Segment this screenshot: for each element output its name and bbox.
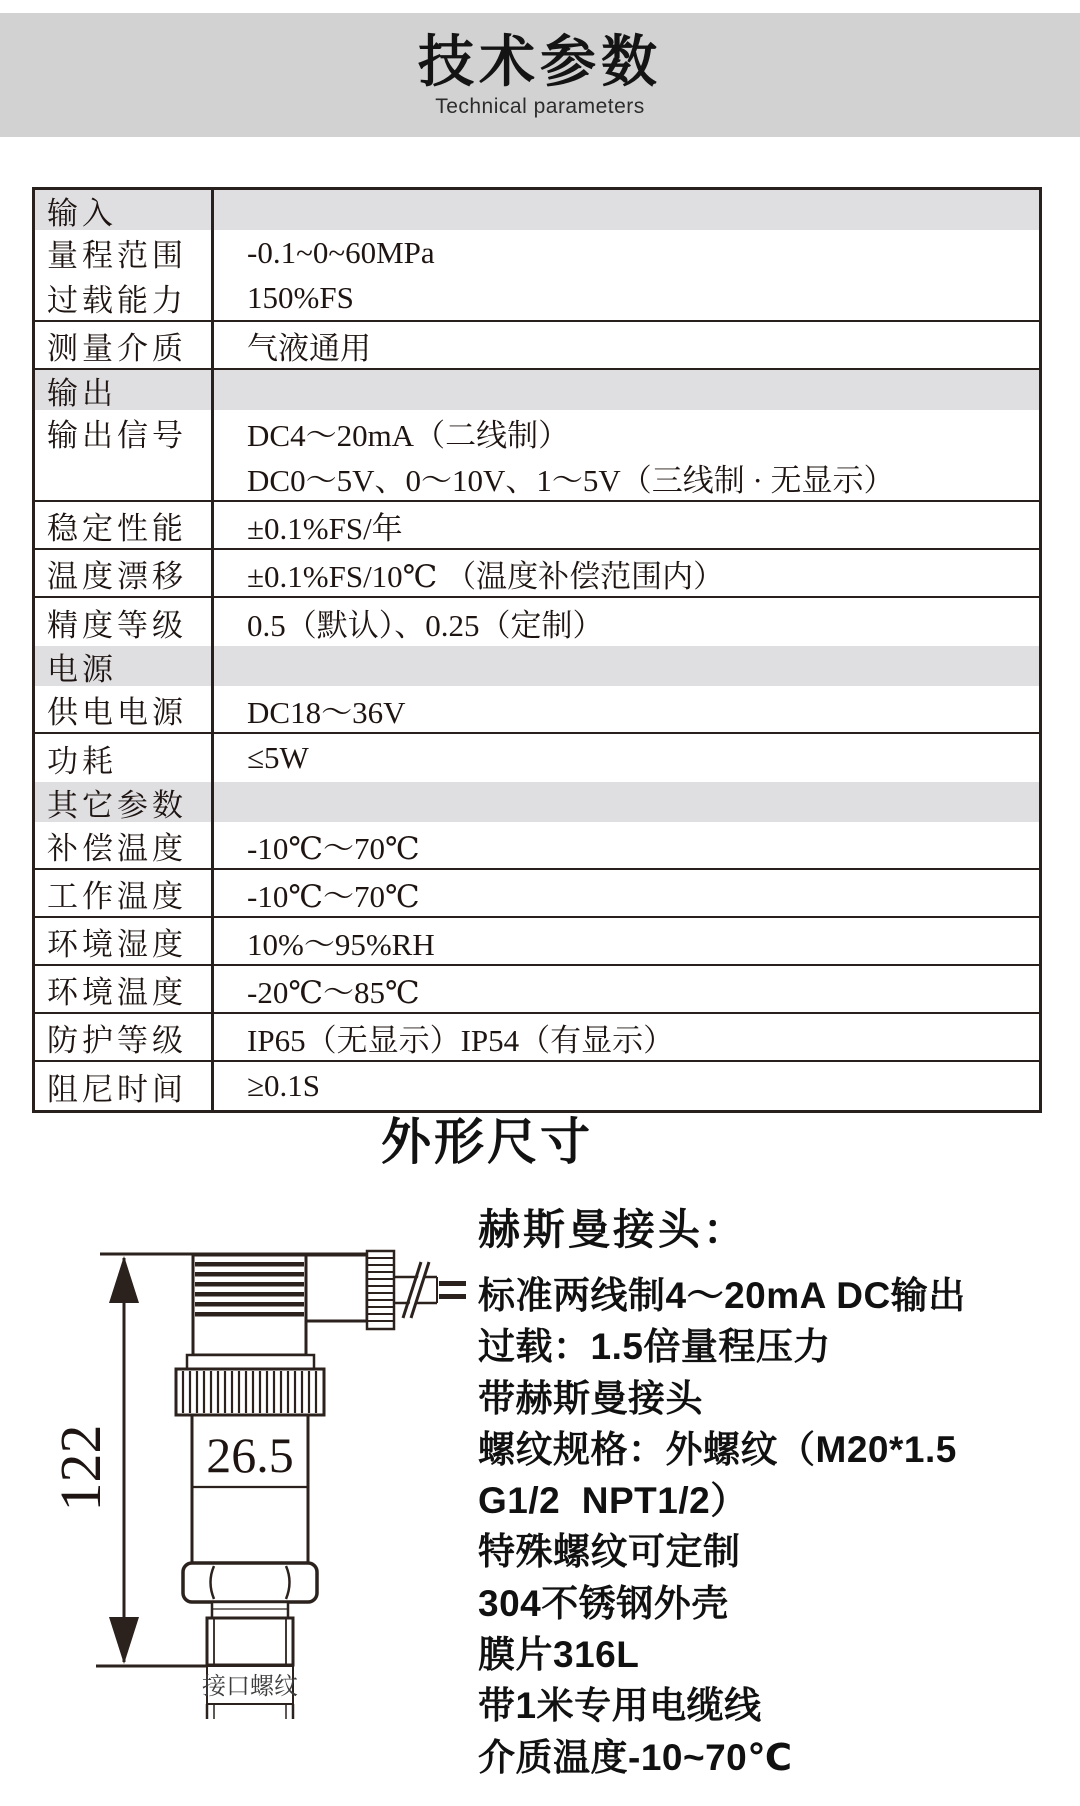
spacer-ring [212,1602,288,1618]
flange [187,1355,314,1369]
row-value: IP65（无显示）IP54（有显示） [247,1022,675,1058]
connector-heading: 赫斯曼接头： [478,1206,749,1253]
table-row [35,598,1039,646]
hirschmann-connector [193,1251,466,1355]
page-title: 技术参数 [418,30,662,93]
body-dimension-label: 26.5 [206,1427,294,1483]
row-label [35,230,214,320]
page-subtitle: Technical parameters [435,95,645,118]
spec-note-line: 螺纹规格：外螺纹（M20*1.5 [478,1428,957,1470]
table-row [35,966,1039,1014]
row-label: 功耗 [35,734,214,782]
row-label [35,410,214,500]
cable-gland [367,1251,394,1329]
section-spacer [214,370,1039,410]
row-label: 供电电源 [35,686,214,732]
row-label: 补偿温度 [35,822,214,868]
arrow-up-icon [109,1256,139,1303]
arrow-down-icon [109,1617,139,1664]
header-inner [67,31,1013,119]
hex-nut [183,1563,317,1602]
row-label: 测量介质 [35,322,214,368]
row-value: ±0.1%FS/10℃ （温度补偿范围内） [247,558,725,594]
threaded-stem [207,1618,293,1665]
thread-label: 接口螺纹 [202,1674,298,1700]
spec-note-line: 特殊螺纹可定制 [478,1531,741,1573]
table-row [35,686,1039,734]
row-value: -10℃～70℃ [247,878,420,914]
row-value-line: -0.1~0~60MPa [247,234,435,270]
section-label: 输入 [35,190,214,230]
row-label: 稳定性能 [35,502,214,548]
section-row [35,370,1039,410]
section-label: 其它参数 [35,782,214,822]
row-label-line: 输出信号 [47,418,187,453]
wire-tip-bottom [439,1294,466,1299]
transmitter-drawing-svg [0,1190,520,1801]
spec-table [32,187,1042,1113]
transmitter-body [176,1355,324,1719]
section-row [35,646,1039,686]
header-band [0,13,1080,137]
spec-note-line: G1/2 NPT1/2） [478,1480,748,1522]
row-value: ±0.1%FS/年 [247,510,403,546]
spec-note-line: 304不锈钢外壳 [478,1582,729,1624]
outline-title: 外形尺寸 [381,1114,593,1170]
table-row [35,550,1039,598]
table-row [35,322,1039,370]
connector-notes-block [478,1206,1078,1783]
cable [394,1262,466,1318]
row-value-line: DC0～5V、0～10V、1～5V（三线制 · 无显示） [247,463,895,498]
spec-note-line: 带1米专用电缆线 [478,1685,762,1727]
table-row [35,870,1039,918]
table-row [35,230,1039,322]
row-label: 阻尼时间 [35,1062,214,1110]
row-label-line: 量程范围 [47,238,187,273]
table-row [35,822,1039,870]
row-value: 气液通用 [247,330,371,366]
row-value: DC18～36V [247,694,406,730]
row-label: 环境湿度 [35,918,214,964]
row-value: -20℃～85℃ [247,974,420,1010]
height-dimension-label: 122 [48,1424,113,1512]
row-value: ≥0.1S [247,1068,321,1103]
row-value-line: 150%FS [247,279,354,315]
table-row [35,502,1039,550]
row-label: 环境温度 [35,966,214,1012]
section-spacer [214,190,1039,230]
spec-note-line: 标准两线制4～20mA DC输出 [478,1275,966,1316]
spec-note-line: 膜片316L [478,1634,640,1676]
table-row [35,918,1039,966]
row-value: 10%～95%RH [247,926,435,962]
section-spacer [214,646,1039,686]
connector-step [306,1255,367,1321]
row-label: 工作温度 [35,870,214,916]
row-label-line [47,455,211,500]
row-label: 温度漂移 [35,550,214,596]
table-row [35,410,1039,502]
row-label: 精度等级 [35,598,214,646]
row-label: 防护等级 [35,1014,214,1060]
wire-tip-top [439,1281,466,1286]
spec-note-line: 介质温度-10~70℃ [478,1736,793,1778]
section-row [35,190,1039,230]
table-row [35,1014,1039,1062]
table-row [35,734,1039,782]
section-spacer [214,782,1039,822]
row-value-line: DC4～20mA（二线制） [247,418,570,453]
spec-note-line: 带赫斯曼接头 [478,1377,703,1419]
section-label: 电源 [35,646,214,686]
connector-notes [478,1270,1078,1783]
spec-table-rows [35,190,1039,1110]
spec-note-line: 过载：1.5倍量程压力 [478,1326,831,1368]
row-value [214,410,1039,500]
section-label: 输出 [35,370,214,410]
transmitter-drawing [0,1190,520,1801]
row-label-line: 过载能力 [47,283,187,318]
row-value: -10℃～70℃ [247,830,420,866]
row-value: ≤5W [247,740,309,775]
row-value [214,230,1039,320]
section-row [35,782,1039,822]
row-value: 0.5（默认）、0.25（定制） [247,607,604,643]
